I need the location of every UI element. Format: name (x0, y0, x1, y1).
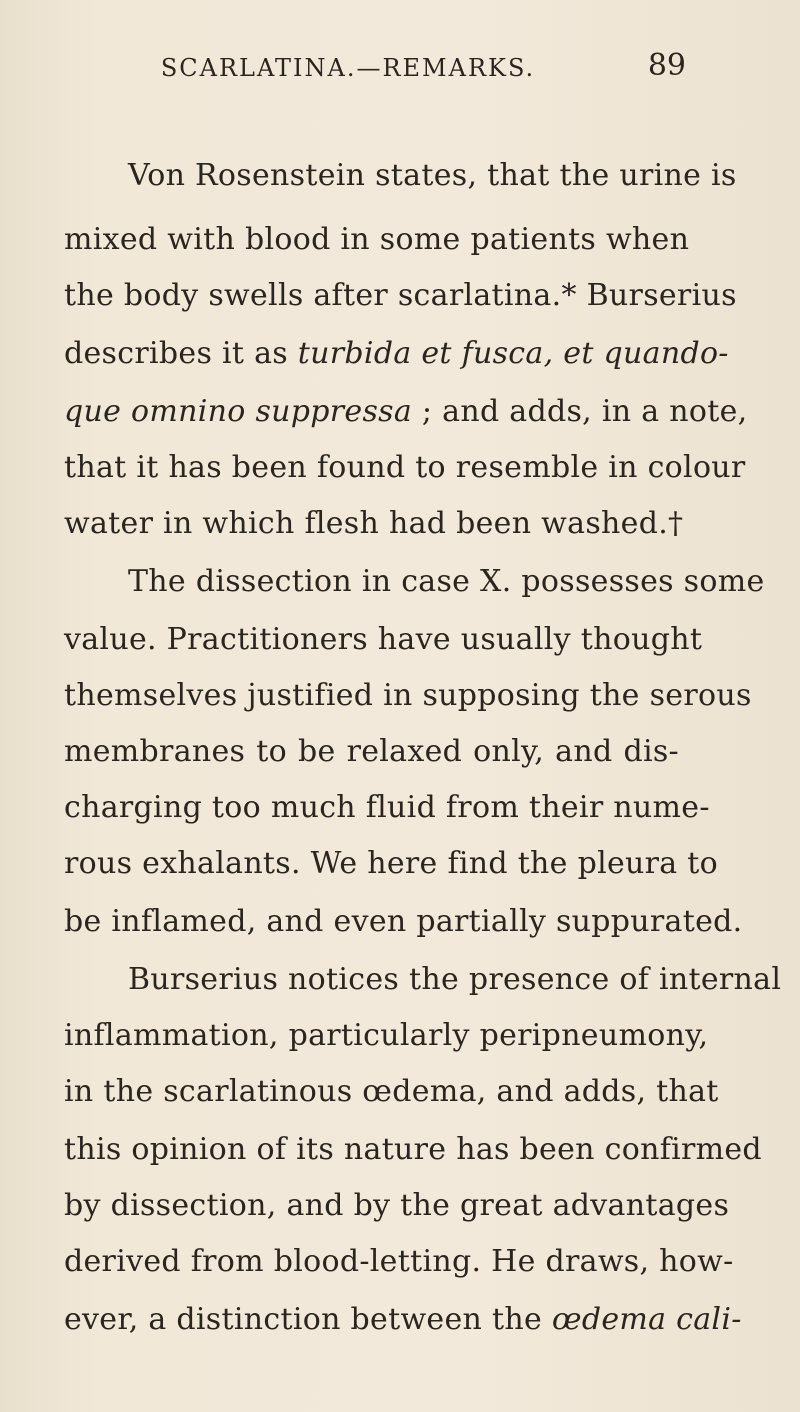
text-line: in the scarlatinous œdema, and adds, that (64, 1074, 719, 1109)
text-line: inflammation, particularly peripneumony, (64, 1018, 709, 1053)
text-line: rous exhalants. We here find the pleura to (64, 846, 719, 881)
text-line: by dissection, and by the great advantages (64, 1188, 730, 1223)
text-line: the body swells after scarlatina.* Burserius (64, 278, 737, 313)
text-line: value. Practitioners have usually thought (64, 622, 703, 657)
running-title: SCARLATINA.—REMARKS. (160, 54, 536, 82)
text-line: Burserius notices the presence of internal (128, 962, 782, 997)
text-line: derived from blood-letting. He draws, how- (64, 1244, 734, 1279)
text-line: Von Rosenstein states, that the urine is (128, 158, 737, 193)
text-line: themselves justified in supposing the serous (64, 678, 752, 713)
text-line: that it has been found to resemble in colour (64, 450, 746, 485)
text-line: ever, a distinction between the œdema cali- (64, 1302, 742, 1337)
text-line: this opinion of its nature has been confirmed (64, 1132, 762, 1167)
text-line: mixed with blood in some patients when (64, 222, 690, 257)
text-line: membranes to be relaxed only, and dis- (64, 734, 679, 769)
text-line: charging too much fluid from their nume- (64, 790, 710, 825)
text-line: describes it as turbida et fusca, et quando- (64, 336, 729, 371)
page-number: 89 (647, 48, 686, 83)
text-line: water in which flesh had been washed.† (64, 506, 684, 541)
text-line: be inflamed, and even partially suppurated. (64, 904, 743, 939)
text-line: The dissection in case X. possesses some (128, 564, 765, 599)
running-head (108, 48, 686, 88)
text-line: que omnino suppressa ; and adds, in a note, (64, 394, 748, 429)
